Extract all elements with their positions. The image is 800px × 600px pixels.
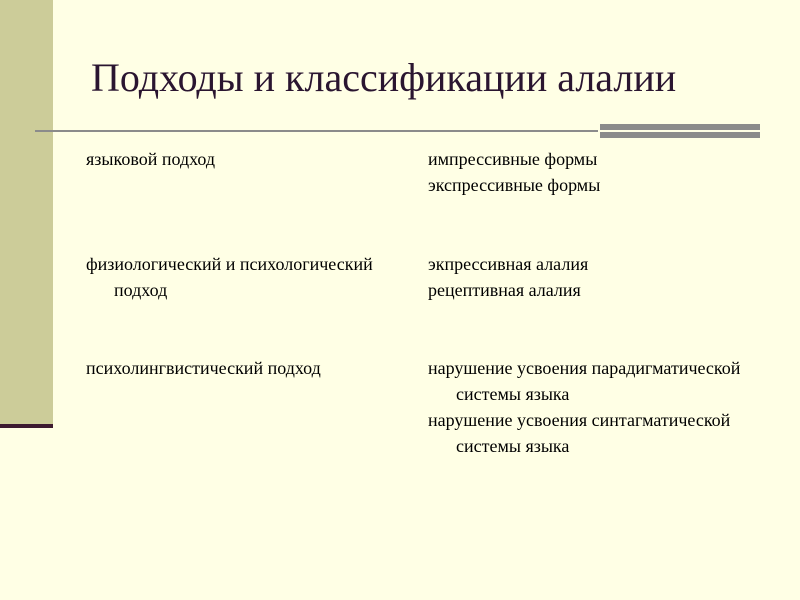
- slide-title: Подходы и классификации алалии: [91, 55, 677, 100]
- title-rule-accent-line: [600, 130, 760, 132]
- forms-2-item-2: рецептивная алалия: [428, 280, 581, 300]
- forms-3: [428, 355, 758, 459]
- forms-3-item-1: нарушение усвоения парадигматической системы языка: [428, 358, 741, 404]
- forms-1: [428, 146, 758, 198]
- forms-3-item-2: нарушение усвоения синтагматической системы языка: [428, 410, 731, 456]
- approach-3-text: психолингвистический подход: [86, 358, 321, 378]
- approach-1: [86, 146, 406, 172]
- forms-1-item-1: импрессивные формы: [428, 149, 598, 169]
- approach-2: [86, 251, 406, 303]
- side-bar-underline: [0, 424, 53, 428]
- forms-1-item-2: экспрессивные формы: [428, 175, 601, 195]
- forms-2: [428, 251, 758, 303]
- title-rule: [35, 130, 598, 132]
- approach-3: [86, 355, 406, 381]
- side-bar: [0, 0, 53, 424]
- forms-2-item-1: экпрессивная алалия: [428, 254, 589, 274]
- approach-1-text: языковой подход: [86, 149, 216, 169]
- approach-2-text: физиологический и психологический подход: [86, 254, 373, 300]
